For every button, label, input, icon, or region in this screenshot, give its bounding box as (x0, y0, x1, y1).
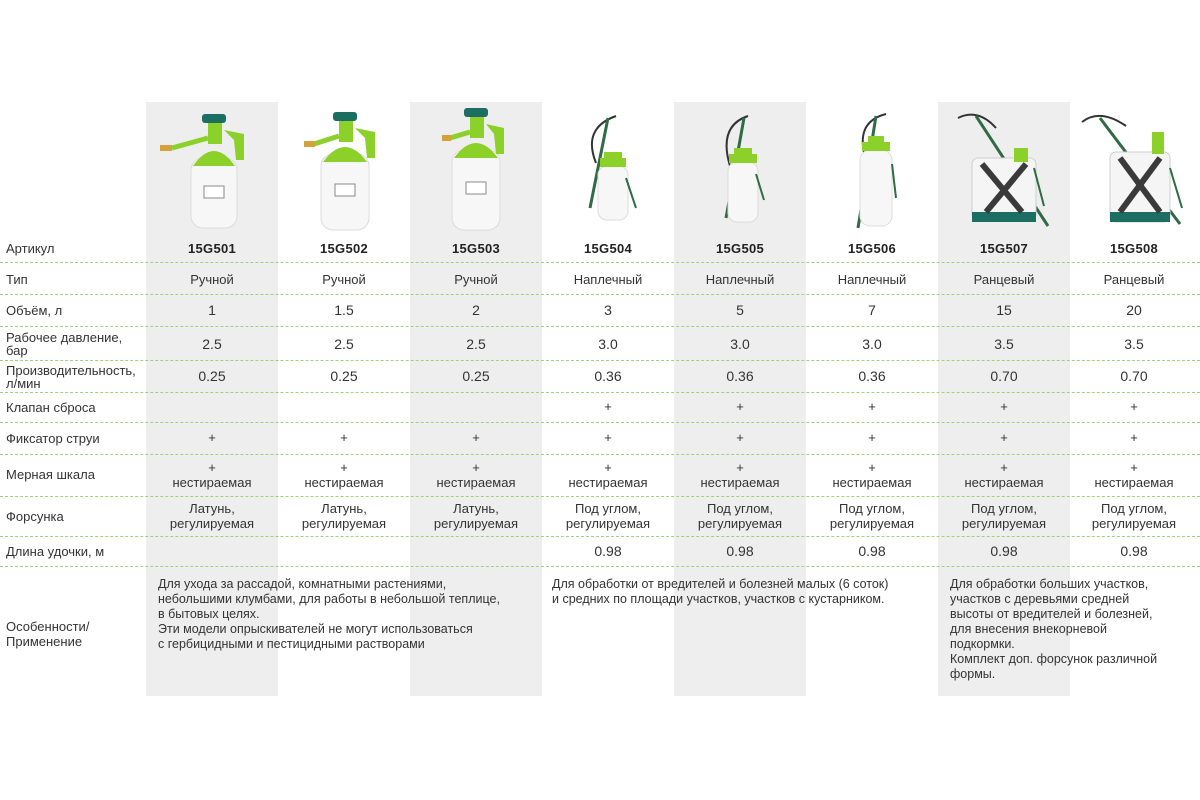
row-divider (0, 262, 1200, 263)
row-divider (0, 496, 1200, 497)
row-label-type: Тип (6, 272, 28, 287)
features-line: в бытовых целях. (158, 607, 260, 621)
scale-plus-cell: + (1000, 460, 1008, 475)
article-cell: 15G508 (1109, 241, 1159, 256)
productivity-cell: 0.70 (990, 368, 1018, 384)
scale-plus-cell: + (604, 460, 612, 475)
pressure-cell: 2.5 (334, 336, 354, 352)
row-divider (0, 360, 1200, 361)
hand-sprayer-image (410, 108, 542, 234)
relief-valve-cell: + (736, 399, 744, 414)
relief-valve-cell: + (604, 399, 612, 414)
jet-lock-cell: + (1000, 430, 1008, 445)
nozzle-line1-cell: Латунь, (453, 501, 499, 516)
nozzle-line2-cell: регулируемая (697, 516, 783, 531)
relief-valve-cell: + (868, 399, 876, 414)
backpack-sprayer-image (938, 108, 1070, 234)
article-cell: 15G501 (187, 241, 237, 256)
productivity-cell: 0.36 (594, 368, 622, 384)
nozzle-line2-cell: регулируемая (961, 516, 1047, 531)
article-cell: 15G502 (319, 241, 369, 256)
features-line: высоты от вредителей и болезней, (950, 607, 1153, 621)
features-line: подкормки. (950, 637, 1015, 651)
productivity-cell: 0.36 (726, 368, 754, 384)
shoulder-sprayer-image (674, 108, 806, 234)
nozzle-line1-cell: Под углом, (839, 501, 905, 516)
row-divider (0, 392, 1200, 393)
row-divider (0, 422, 1200, 423)
article-cell: 15G507 (979, 241, 1029, 256)
scale-text-cell: нестираемая (172, 475, 252, 490)
features-line: и средних по площади участков, участков с кустарником. (552, 592, 885, 606)
nozzle-line1-cell: Латунь, (189, 501, 235, 516)
pressure-cell: 2.5 (202, 336, 222, 352)
features-line: Для обработки от вредителей и болезней малых (6 соток) (552, 577, 889, 591)
jet-lock-cell: + (208, 430, 216, 445)
nozzle-line1-cell: Под углом, (1101, 501, 1167, 516)
scale-plus-cell: + (208, 460, 216, 475)
backpack-sprayer-image (1070, 108, 1200, 234)
jet-lock-cell: + (604, 430, 612, 445)
row-label-wand-length: Длина удочки, м (6, 544, 105, 559)
volume-cell: 3 (604, 302, 612, 318)
type-cell: Ручной (322, 272, 366, 287)
features-line: Эти модели опрыскивателей не могут использоваться (158, 622, 473, 636)
scale-plus-cell: + (472, 460, 480, 475)
pressure-cell: 3.5 (1124, 336, 1144, 352)
features-hand-sprayers (158, 577, 538, 652)
features-line: с гербицидными и пестицидными растворами (158, 637, 425, 651)
features-backpack-sprayers (950, 577, 1198, 682)
scale-plus-cell: + (868, 460, 876, 475)
type-cell: Ручной (454, 272, 498, 287)
row-label-scale: Мерная шкала (6, 467, 95, 482)
row-label-relief-valve: Клапан сброса (6, 400, 96, 415)
scale-plus-cell: + (1130, 460, 1138, 475)
hand-sprayer-image (278, 108, 410, 234)
type-cell: Ручной (190, 272, 234, 287)
nozzle-line2-cell: регулируемая (433, 516, 519, 531)
scale-text-cell: нестираемая (964, 475, 1044, 490)
scale-text-cell: нестираемая (832, 475, 912, 490)
volume-cell: 2 (472, 302, 480, 318)
nozzle-line2-cell: регулируемая (301, 516, 387, 531)
productivity-cell: 0.25 (330, 368, 358, 384)
wand-length-cell: 0.98 (594, 543, 622, 559)
volume-cell: 7 (868, 302, 876, 318)
nozzle-line2-cell: регулируемая (169, 516, 255, 531)
wand-length-cell: 0.98 (726, 543, 754, 559)
wand-length-cell: 0.98 (1120, 543, 1148, 559)
nozzle-line1-cell: Латунь, (321, 501, 367, 516)
features-line: участков с деревьями средней (950, 592, 1130, 606)
features-line: Для ухода за рассадой, комнатными растениями, (158, 577, 447, 591)
row-label-jet-lock: Фиксатор струи (6, 431, 100, 446)
volume-cell: 1 (208, 302, 216, 318)
pressure-cell: 3.5 (994, 336, 1014, 352)
jet-lock-cell: + (868, 430, 876, 445)
nozzle-line1-cell: Под углом, (971, 501, 1037, 516)
type-cell: Ранцевый (1103, 272, 1165, 287)
row-divider (0, 326, 1200, 327)
row-divider (0, 536, 1200, 537)
jet-lock-cell: + (736, 430, 744, 445)
nozzle-line2-cell: регулируемая (1091, 516, 1177, 531)
type-cell: Наплечный (837, 272, 907, 287)
row-divider (0, 454, 1200, 455)
scale-text-cell: нестираемая (568, 475, 648, 490)
row-divider (0, 294, 1200, 295)
features-line: небольшими клумбами, для работы в небольшой теплице, (158, 592, 500, 606)
wand-length-cell: 0.98 (990, 543, 1018, 559)
row-label-features: Особенности/ Применение (6, 619, 90, 649)
row-label-productivity: Производительность, л/мин (6, 363, 136, 391)
scale-plus-cell: + (736, 460, 744, 475)
type-cell: Наплечный (705, 272, 775, 287)
productivity-cell: 0.70 (1120, 368, 1148, 384)
volume-cell: 20 (1126, 302, 1142, 318)
pressure-cell: 3.0 (730, 336, 750, 352)
relief-valve-cell: + (1000, 399, 1008, 414)
nozzle-line1-cell: Под углом, (707, 501, 773, 516)
jet-lock-cell: + (1130, 430, 1138, 445)
shoulder-sprayer-image (542, 108, 674, 234)
row-label-pressure: Рабочее давление, бар (6, 330, 123, 358)
scale-text-cell: нестираемая (1094, 475, 1174, 490)
pressure-cell: 3.0 (862, 336, 882, 352)
scale-text-cell: нестираемая (700, 475, 780, 490)
article-cell: 15G504 (583, 241, 633, 256)
nozzle-line1-cell: Под углом, (575, 501, 641, 516)
features-line: Для обработки больших участков, (950, 577, 1149, 591)
volume-cell: 1.5 (334, 302, 354, 318)
article-cell: 15G503 (451, 241, 501, 256)
shoulder-sprayer-image (806, 108, 938, 234)
relief-valve-cell: + (1130, 399, 1138, 414)
row-label-volume: Объём, л (6, 303, 63, 318)
pressure-cell: 2.5 (466, 336, 486, 352)
productivity-cell: 0.36 (858, 368, 886, 384)
volume-cell: 5 (736, 302, 744, 318)
nozzle-line2-cell: регулируемая (829, 516, 915, 531)
jet-lock-cell: + (340, 430, 348, 445)
row-label-article: Артикул (6, 241, 55, 256)
features-shoulder-sprayers (552, 577, 932, 607)
row-label-nozzle: Форсунка (6, 509, 64, 524)
productivity-cell: 0.25 (462, 368, 490, 384)
hand-sprayer-image (146, 108, 278, 234)
features-line: формы. (950, 667, 996, 681)
nozzle-line2-cell: регулируемая (565, 516, 651, 531)
productivity-cell: 0.25 (198, 368, 226, 384)
row-divider (0, 566, 1200, 567)
features-line: Комплект доп. форсунок различной (950, 652, 1158, 666)
pressure-cell: 3.0 (598, 336, 618, 352)
article-cell: 15G506 (847, 241, 897, 256)
type-cell: Ранцевый (973, 272, 1035, 287)
scale-plus-cell: + (340, 460, 348, 475)
features-line: для внесения внекорневой (950, 622, 1107, 636)
scale-text-cell: нестираемая (304, 475, 384, 490)
wand-length-cell: 0.98 (858, 543, 886, 559)
scale-text-cell: нестираемая (436, 475, 516, 490)
article-cell: 15G505 (715, 241, 765, 256)
jet-lock-cell: + (472, 430, 480, 445)
type-cell: Наплечный (573, 272, 643, 287)
volume-cell: 15 (996, 302, 1012, 318)
